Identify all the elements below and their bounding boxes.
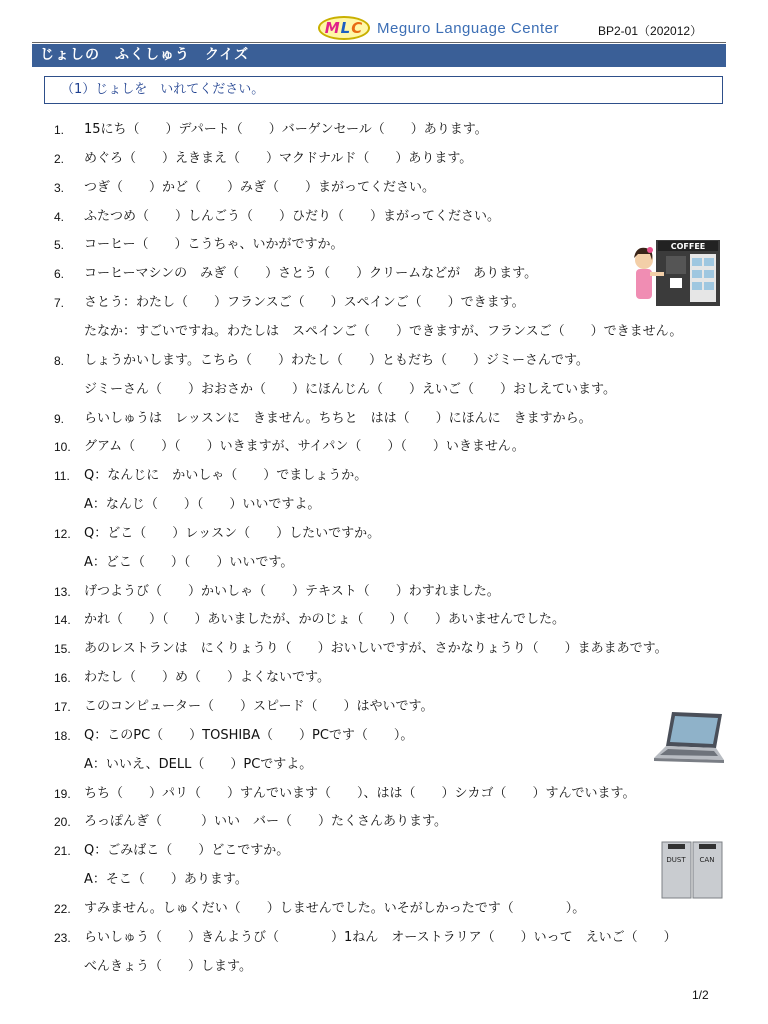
trash-bins-illustration (660, 838, 724, 900)
question-number: 13. (54, 584, 71, 599)
question-text: コーヒー（ ）こうちゃ、いかがですか。 (84, 237, 344, 253)
mlc-logo: MLC (318, 16, 370, 40)
question-text: Q：ごみばこ（ ）どこですか。 (84, 843, 290, 859)
question-text: ろっぽんぎ（ ）いい バー（ ）たくさんあります。 (84, 814, 447, 830)
question-text: A：いいえ、DELL（ ）PCですよ。 (84, 756, 313, 772)
question-number: 4. (54, 209, 65, 224)
question-number: 6. (54, 267, 65, 282)
coffee-sign-text: COFFEE (670, 242, 706, 251)
question-number: 12. (54, 526, 71, 541)
question-text: Q：なんじに かいしゃ（ ）でましょうか。 (84, 468, 368, 484)
question-text: たなか：すごいですね。わたしは スペインご（ ）できますが、フランスご（ ）できません。 (84, 323, 683, 339)
question-text: グアム（ ）（ ）いきますが、サイパン（ ）（ ）いきません。 (84, 439, 525, 455)
question-number: 8. (54, 353, 65, 368)
question-text: Q：このPC（ ）TOSHIBA（ ）PCです（ ）。 (84, 727, 414, 743)
question-number: 10. (54, 440, 71, 455)
question-number: 18. (54, 728, 71, 743)
document-code: BP2-01（202012） (598, 24, 703, 38)
header-divider (32, 42, 726, 43)
question-number: 5. (54, 238, 65, 253)
page-title: じょしの ふくしゅう クイズ (32, 44, 726, 67)
instruction-box: （1）じょしを いれてください。 (44, 76, 723, 104)
question-text: すみません。しゅくだい（ ）しませんでした。いそがしかったです（ ）。 (84, 900, 586, 916)
question-text: A：どこ（ ）（ ）いいです。 (84, 554, 294, 570)
question-number: 15. (54, 642, 71, 657)
question-text: つぎ（ ）かど（ ）みぎ（ ）まがってください。 (84, 179, 436, 195)
question-number: 1. (54, 123, 65, 137)
question-text: 15にち（ ）デパート（ ）バーゲンセール（ ）あります。 (84, 122, 488, 137)
question-number: 20. (54, 815, 71, 830)
question-number: 9. (54, 411, 65, 426)
question-text: わたし（ ）め（ ）よくないです。 (84, 670, 330, 686)
question-text: A：なんじ（ ）（ ）いいですよ。 (84, 497, 321, 513)
question-number: 17. (54, 700, 71, 714)
question-text: さとう：わたし（ ）フランスご（ ）スペインご（ ）できます。 (84, 295, 525, 311)
question-number: 23. (54, 930, 71, 945)
question-text: かれ（ ）（ ）あいましたが、かのじょ（ ）（ ）あいませんでした。 (84, 612, 566, 628)
question-text: このコンピューター（ ）スピード（ ）はやいです。 (84, 699, 434, 714)
question-text: ふたつめ（ ）しんごう（ ）ひだり（ ）まがってください。 (84, 208, 501, 224)
coffee-machine-illustration (630, 238, 722, 308)
question-number: 11. (54, 469, 70, 484)
center-name: Meguro Language Center (377, 20, 559, 37)
bin-label-can: CAN (699, 856, 715, 864)
question-text: げつようび（ ）かいしゃ（ ）テキスト（ ）わすれました。 (84, 583, 500, 599)
question-text: らいしゅうは レッスンに きません。ちちと はは（ ）にほんに きますから。 (84, 410, 592, 426)
question-text: A：そこ（ ）あります。 (84, 872, 248, 888)
question-number: 2. (54, 151, 65, 166)
question-text: ジミーさん（ ）おおさか（ ）にほんじん（ ）えいご（ ）おしえています。 (84, 381, 616, 397)
question-number: 16. (54, 671, 71, 686)
question-text: めぐろ（ ）えきまえ（ ）マクドナルド（ ）あります。 (84, 150, 473, 166)
question-number: 22. (54, 901, 71, 916)
question-number: 14. (54, 613, 71, 628)
question-text: ちち（ ）パリ（ ）すんでいます（ ）、はは（ ）シカゴ（ ）すんでいます。 (84, 785, 636, 801)
question-number: 19. (54, 786, 71, 801)
question-text: あのレストランは にくりょうり（ ）おいしいですが、さかなりょうり（ ）まあまあです。 (84, 641, 668, 657)
bin-label-dust: DUST (666, 856, 686, 864)
question-text: らいしゅう（ ）きんようび（ ）1ねん オーストラリア（ ）いって えいご（ ） (84, 929, 677, 945)
question-number: 21. (54, 844, 71, 859)
question-text: Q：どこ（ ）レッスン（ ）したいですか。 (84, 525, 381, 541)
question-text: しょうかいします。こちら（ ）わたし（ ）ともだち（ ）ジミーさんです。 (84, 352, 589, 368)
question-number: 3. (54, 180, 65, 195)
question-text: べんきょう（ ）します。 (84, 958, 252, 974)
laptop-illustration (652, 710, 726, 766)
question-number: 7. (54, 296, 65, 311)
question-text: コーヒーマシンの みぎ（ ）さとう（ ）クリームなどが あります。 (84, 266, 538, 282)
page-number: 1/2 (692, 988, 709, 1002)
